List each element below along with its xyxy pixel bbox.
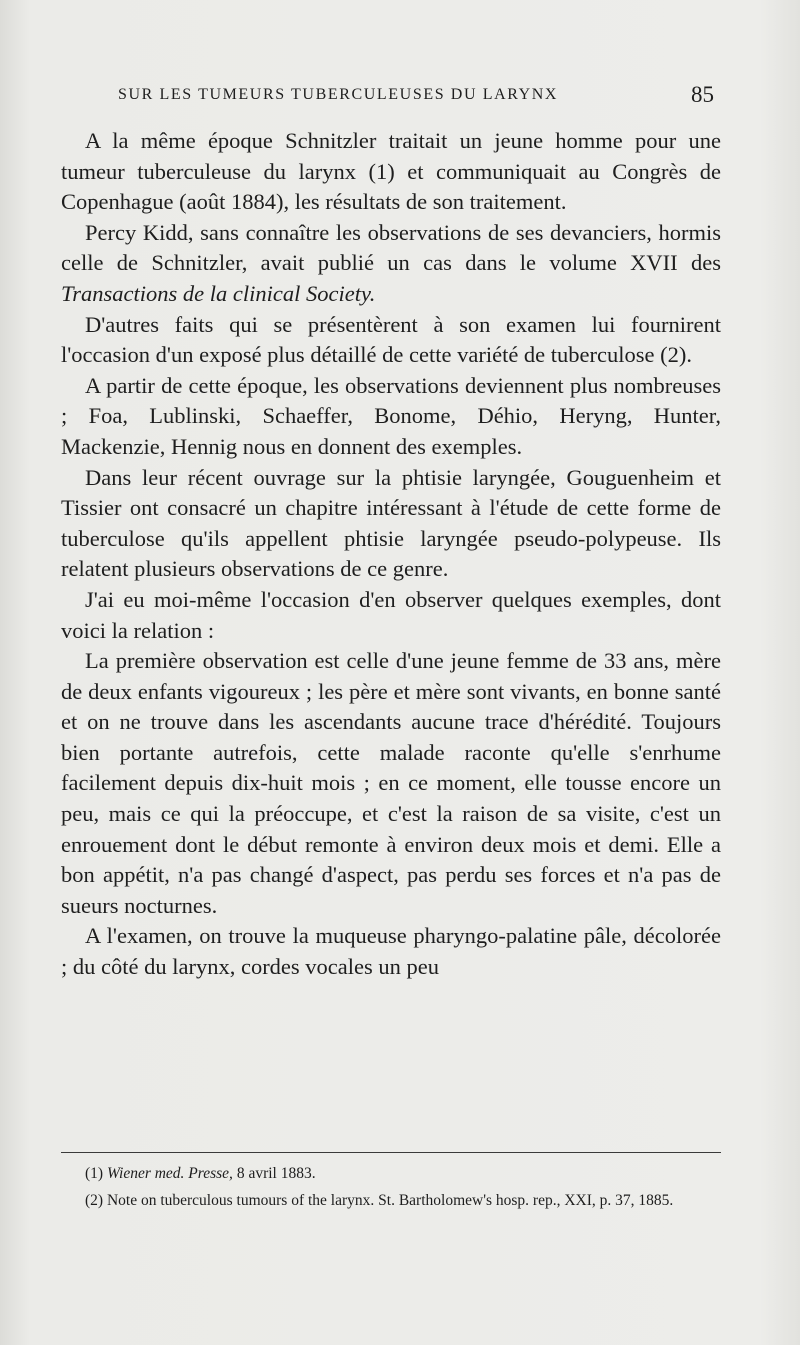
paragraph-schnitzler: A la même époque Schnitzler traitait un jeune homme pour une tumeur tuberculeuse du larynx (1) et communiquait au Congrès de Copenhague (août 1884), les résultats de son traitement. (61, 128, 721, 215)
running-head (118, 82, 714, 112)
paragraph-gouguenheim: Dans leur récent ouvrage sur la phtisie laryngée, Gouguenheim et Tissier ont consacré un chapitre intéressant à l'étude de cette forme de tuberculose qu'ils appellent phtisie laryngée pseudo-polypeuse. Ils relatent plusieurs observations de ce genre. (61, 464, 721, 582)
footnote-1-marker: (1) (85, 1165, 104, 1182)
paragraph-percy-kidd-text: Percy Kidd, sans connaître les observations de ses devanciers, hormis celle de Schnitzler, avait publié un cas dans le volume XVII des (61, 219, 721, 276)
footnote-1-journal: Wiener med. Presse, (106, 1165, 233, 1182)
paragraph-percy-kidd (61, 218, 721, 310)
footnote-2-marker: (2) (85, 1192, 104, 1209)
footnote-1-rest: 8 avril 1883. (236, 1165, 316, 1182)
body-text (61, 126, 721, 983)
paragraph-premiere-observation: La première observation est celle d'une jeune femme de 33 ans, mère de deux enfants vigoureux ; les père et mère sont vivants, en bonne santé et on ne trouve dans les ascendants aucune trace d'hérédité. Toujours bien portante autrefois, cette malade raconte qu'elle s'enrhume facilement depuis dix-huit mois ; en ce moment, elle tousse encore un peu, mais ce qui la préoccupe, et c'est la raison de sa visite, c'est un enrouement dont le début remonte à environ deux mois et demi. Elle a bon appétit, n'a pas changé d'aspect, pas perdu ses forces et n'a pas de sueurs nocturnes. (61, 648, 721, 918)
paragraph-moi-meme: J'ai eu moi-même l'occasion d'en observer quelques exemples, dont voici la relation : (61, 586, 721, 643)
footnote-2 (61, 1187, 721, 1214)
footnote-rule (61, 1152, 721, 1153)
page-number: 85 (691, 82, 714, 107)
footnote-1 (61, 1160, 721, 1187)
paragraph-observations: A partir de cette époque, les observations deviennent plus nombreuses ; Foa, Lublinski, Schaeffer, Bonome, Déhio, Heryng, Hunter, Mackenzie, Hennig nous en donnent des exemples. (61, 372, 721, 459)
paragraph-examen: A l'examen, on trouve la muqueuse pharyngo-palatine pâle, décolorée ; du côté du larynx, cordes vocales un peu (61, 923, 721, 980)
footnote-2-text: Note on tuberculous tumours of the larynx. St. Bartholomew's hosp. rep., XXI, p. 37, 1885. (106, 1192, 674, 1209)
footnotes (61, 1160, 721, 1214)
running-title: SUR LES TUMEURS TUBERCULEUSES DU LARYNX (118, 86, 559, 103)
paragraph-autres-faits: D'autres faits qui se présentèrent à son examen lui fournirent l'occasion d'un exposé plus détaillé de cette variété de tuberculose (2). (61, 311, 721, 368)
journal-title-transactions: Transactions de la clinical Society. (61, 280, 376, 306)
